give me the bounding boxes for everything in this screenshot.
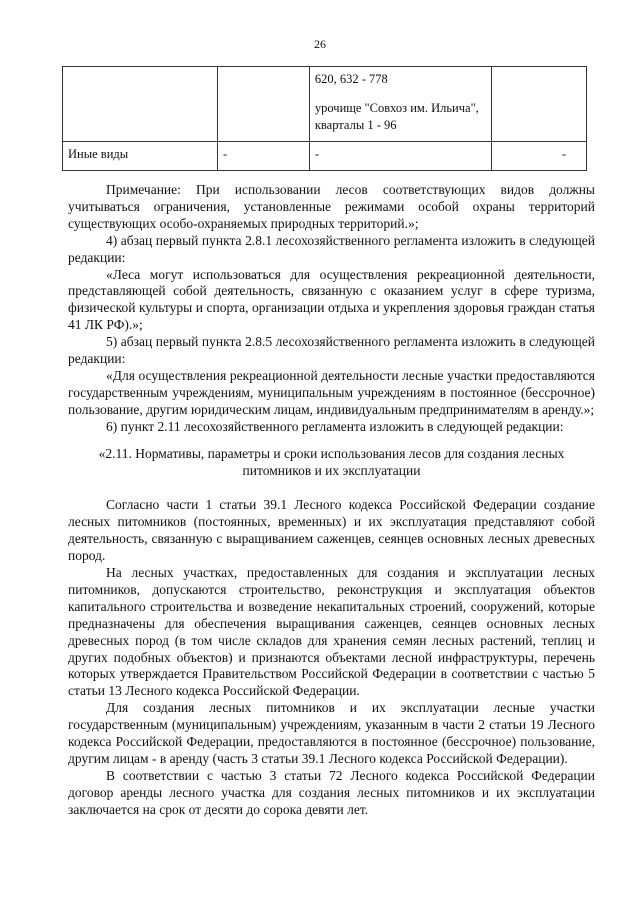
body-paragraph-2: На лесных участках, предоставленных для создания и эксплуатации лесных питомников, допускаются строительство, реконструкция и эксплуатация объектов капитального строительства и возведение некапитальных строений, сооружений, которые предназначены для обеспечения выращивания саженцев, сеянцев основных лесных древесных пород (в том числе складов для хранения семян лесных растений, теплиц и других подобных объектов) и признаются объектами лесной инфраструктуры, перечень которых утверждается Правительством Российской Федерации в соответствии с частью 5 статьи 13 Лесного кодекса Российской Федерации. [68, 565, 595, 699]
table-cell-type: Иные виды [63, 142, 218, 171]
table-cell [492, 67, 587, 142]
body-paragraph-1: Согласно части 1 статьи 39.1 Лесного кодекса Российской Федерации создание лесных питомников (постоянных, временных) и их эксплуатация представляют собой деятельность, связанную с выращиванием саженцев, сеянцев основных лесных древесных пород. [68, 497, 595, 564]
table-cell [63, 67, 218, 142]
table-cell: - [492, 142, 587, 171]
table-cell [217, 67, 309, 142]
body-paragraph-4: В соответствии с частью 3 статьи 72 Лесного кодекса Российской Федерации договор аренды лесного участка для создания лесных питомников и их эксплуатации заключается на срок от десяти до сорока девяти лет. [68, 767, 595, 817]
page-number: 26 [314, 37, 326, 51]
item-6-paragraph: 6) пункт 2.11 лесохозяйственного регламента изложить в следующей редакции: [106, 418, 564, 434]
item-5-paragraph: 5) абзац первый пункта 2.8.5 лесохозяйственного регламента изложить в следующей редакции: [68, 334, 595, 367]
table-cell: - [309, 142, 492, 171]
item-4-paragraph: 4) абзац первый пункта 2.8.1 лесохозяйственного регламента изложить в следующей редакции: [68, 232, 595, 265]
forest-use-table [62, 66, 587, 171]
note-paragraph: Примечание: При использовании лесов соответствующих видов должны учитываться ограничения, установленные режимами особой охраны территорий существующих особо-охраняемых природных территорий.»; [68, 182, 595, 231]
document-body [68, 182, 595, 819]
table-row [63, 142, 587, 171]
table-row [63, 67, 587, 142]
quote-4-paragraph: «Леса могут использоваться для осуществления рекреационной деятельности, представляющей собой деятельность, связанную с оказанием услуг в сфере туризма, физической культуры и спорта, организации отдыха и укрепления здоровья граждан статья 41 ЛК РФ).»; [68, 266, 595, 333]
cell-line: 620, 632 - 778 [314, 72, 388, 86]
body-paragraph-3: Для создания лесных питомников и их эксплуатации лесные участки государственным (муниципальным) учреждениям, указанным в части 2 статьи 19 Лесного кодекса Российской Федерации, предоставляются в постоянное (бессрочное) пользование, другим лицам - в аренду (часть 3 статьи 39.1 Лесного кодекса Российской Федерации). [68, 700, 595, 766]
cell-line: урочище "Совхоз им. Ильича", [314, 101, 479, 115]
section-heading: «2.11. Нормативы, параметры и сроки использования лесов для создания лесных питомников и их эксплуатации [98, 445, 565, 478]
table-cell: - [217, 142, 309, 171]
table-cell-locations [309, 67, 492, 142]
cell-line: кварталы 1 - 96 [314, 118, 397, 132]
quote-5-paragraph: «Для осуществления рекреационной деятельности лесные участки предоставляются государственным учреждениям, муниципальным учреждениям в постоянное (бессрочное) пользование, другим юридическим лицам, индивидуальным предпринимателям в аренду.»; [68, 367, 595, 417]
